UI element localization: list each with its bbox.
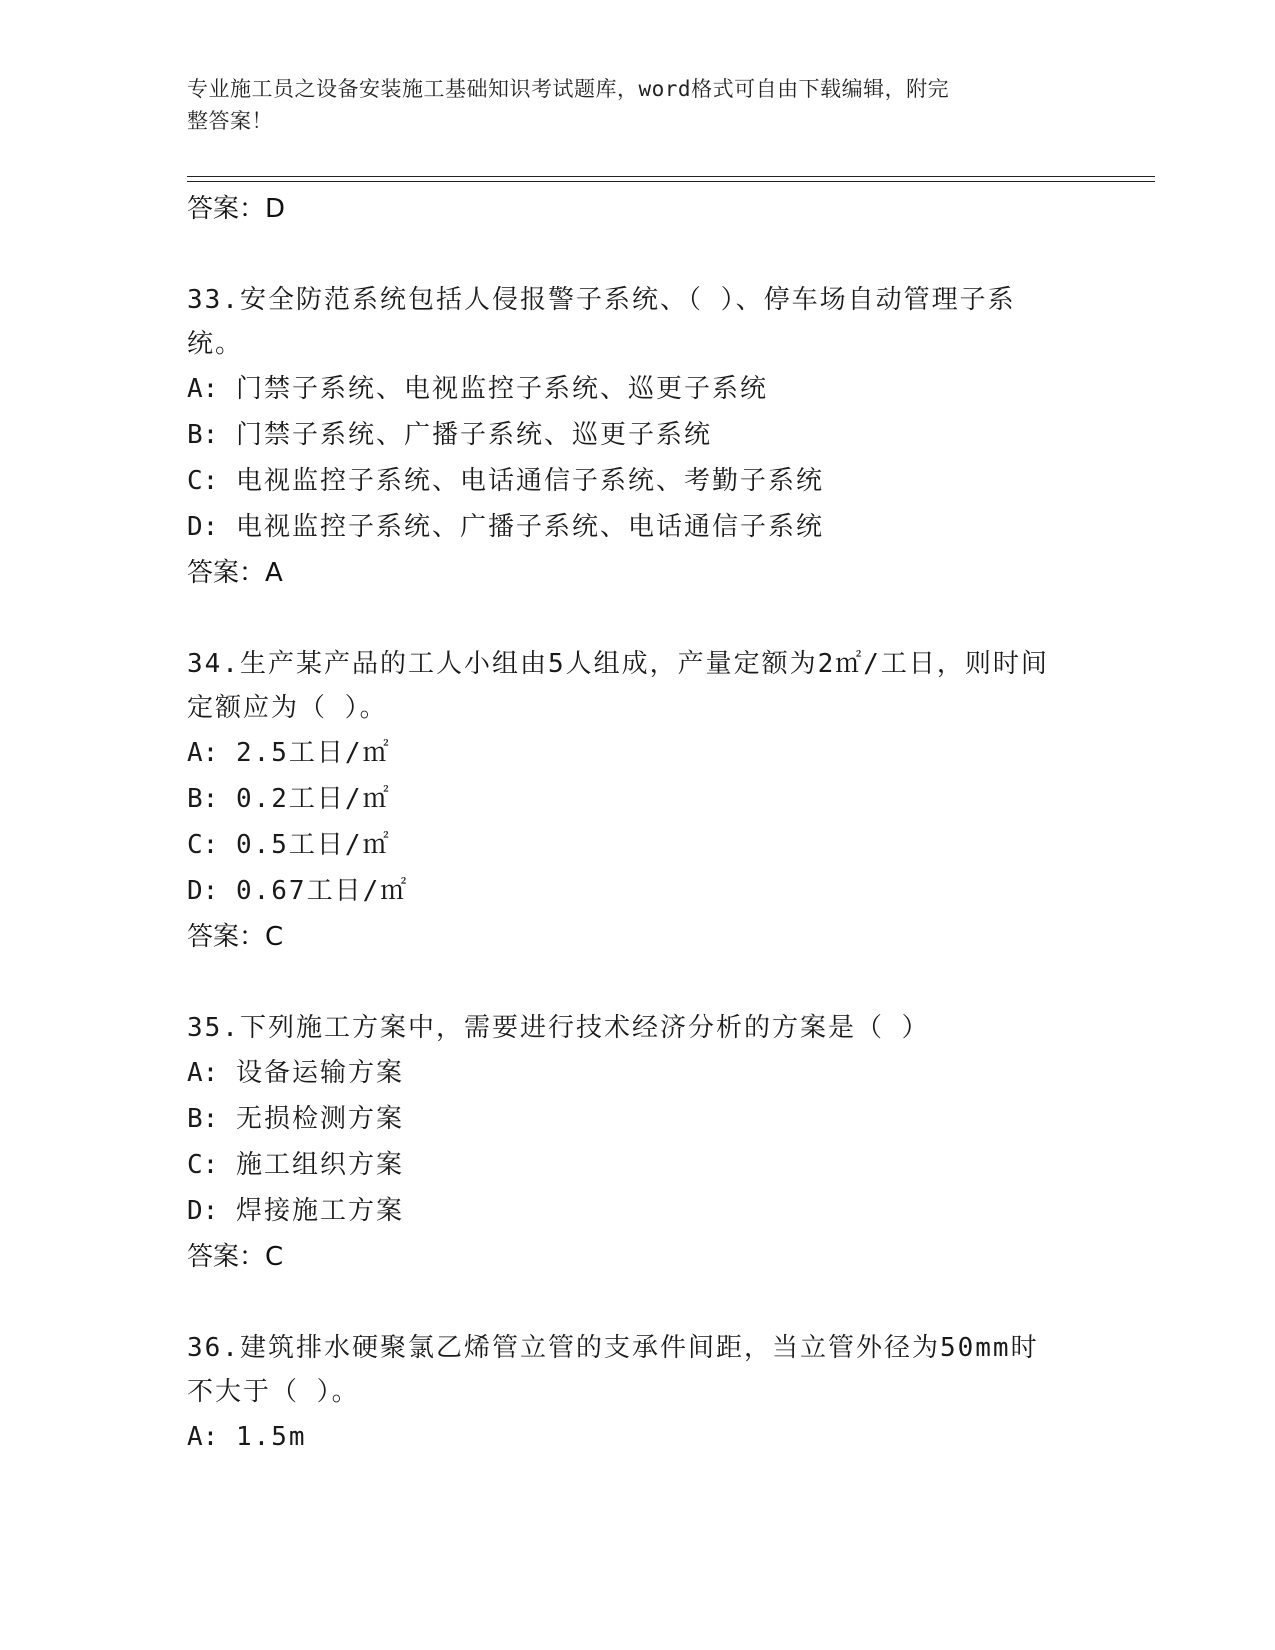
option-label: C: <box>187 1150 219 1180</box>
question-text: 36.建筑排水硬聚氯乙烯管立管的支承件间距，当立管外径为50mm时 <box>187 1333 1039 1363</box>
option-text: 0.67工日/㎡ <box>235 876 409 906</box>
option-b <box>187 412 1087 458</box>
option-c <box>187 822 1087 868</box>
option-text: 电视监控子系统、电话通信子系统、考勤子系统 <box>235 466 824 496</box>
answer-line: 答案：C <box>187 922 284 952</box>
question-text: 35.下列施工方案中，需要进行技术经济分析的方案是（ ） <box>187 1013 930 1043</box>
option-label: A: <box>187 374 219 404</box>
option-label: A: <box>187 738 219 768</box>
option-label: C: <box>187 466 219 496</box>
option-c <box>187 1142 1087 1188</box>
option-label: D: <box>187 876 219 906</box>
option-a <box>187 1050 1087 1096</box>
question-content <box>187 186 1087 1460</box>
question-34 <box>187 642 1087 960</box>
option-text: 门禁子系统、电视监控子系统、巡更子系统 <box>235 374 768 404</box>
option-text: 0.2工日/㎡ <box>235 784 391 814</box>
option-text: 0.5工日/㎡ <box>235 830 391 860</box>
option-a <box>187 1414 1087 1460</box>
header-line-1: 专业施工员之设备安装施工基础知识考试题库，word格式可自由下载编辑，附完 <box>187 77 950 101</box>
question-text: 33.安全防范系统包括人侵报警子系统、（ ）、停车场自动管理子系 <box>187 285 1016 315</box>
option-b <box>187 1096 1087 1142</box>
answer-line: 答案：A <box>187 558 283 588</box>
option-d <box>187 868 1087 914</box>
option-label: A: <box>187 1058 219 1088</box>
question-text-continued: 定额应为（ ）。 <box>187 693 388 723</box>
option-text: 施工组织方案 <box>235 1150 404 1180</box>
option-text: 门禁子系统、广播子系统、巡更子系统 <box>235 420 712 450</box>
option-label: B: <box>187 784 219 814</box>
option-text: 电视监控子系统、广播子系统、电话通信子系统 <box>235 512 824 542</box>
option-label: A: <box>187 1422 219 1452</box>
document-header <box>187 73 1067 137</box>
option-label: D: <box>187 1196 219 1226</box>
option-text: 焊接施工方案 <box>235 1196 404 1226</box>
option-label: B: <box>187 420 219 450</box>
option-text: 无损检测方案 <box>235 1104 404 1134</box>
option-b <box>187 776 1087 822</box>
header-line-2: 整答案！ <box>187 109 273 133</box>
question-text-continued: 统。 <box>187 329 244 359</box>
answer-line: 答案：C <box>187 1242 284 1272</box>
question-33 <box>187 278 1087 596</box>
option-d <box>187 504 1087 550</box>
question-text: 34.生产某产品的工人小组由5人组成，产量定额为2㎡/工日，则时间 <box>187 649 1049 679</box>
option-label: C: <box>187 830 219 860</box>
question-35 <box>187 1006 1087 1280</box>
option-label: D: <box>187 512 219 542</box>
option-text: 1.5m <box>235 1422 307 1452</box>
option-text: 2.5工日/㎡ <box>235 738 391 768</box>
option-a <box>187 730 1087 776</box>
option-label: B: <box>187 1104 219 1134</box>
option-text: 设备运输方案 <box>235 1058 404 1088</box>
answer-line: 答案：D <box>187 194 286 224</box>
option-a <box>187 366 1087 412</box>
question-text-continued: 不大于（ ）。 <box>187 1377 360 1407</box>
header-divider-bottom <box>187 181 1155 182</box>
option-d <box>187 1188 1087 1234</box>
option-c <box>187 458 1087 504</box>
question-36 <box>187 1326 1087 1460</box>
header-divider-top <box>187 176 1155 177</box>
